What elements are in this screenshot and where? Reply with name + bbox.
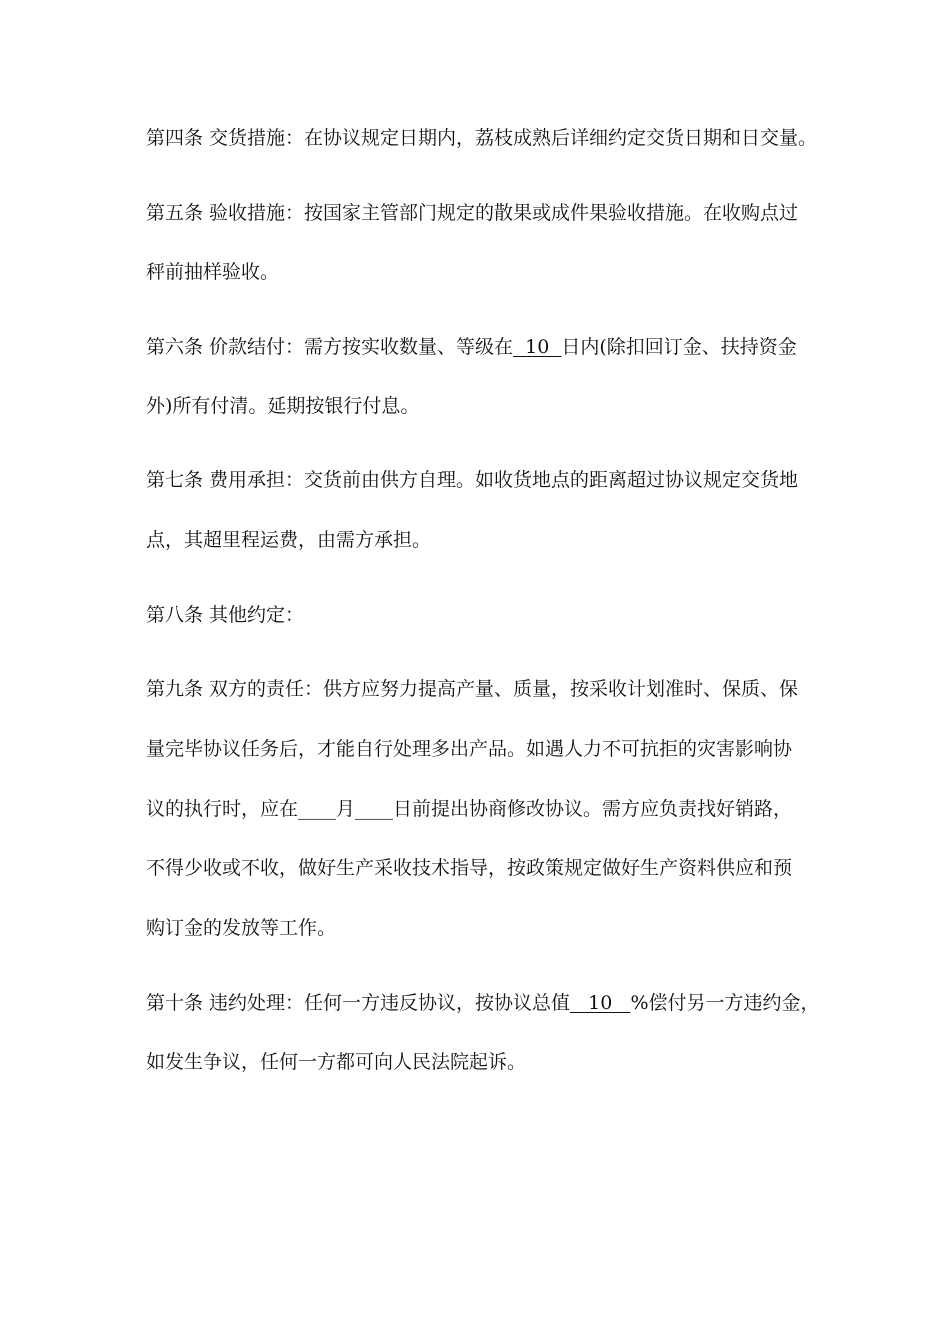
article-9-line-3	[146, 797, 792, 821]
article-10-line-1	[146, 991, 820, 1015]
article-10-line-2: 如发生争议，任何一方都可向人民法院起诉。	[146, 1051, 527, 1073]
article-7-line-2: 点，其超里程运费，由需方承担。	[146, 529, 432, 551]
article-9-day-blank: ____	[355, 798, 394, 820]
article-9-text-b: 月	[336, 798, 356, 820]
article-9-text-a: 议的执行时，应在	[146, 798, 299, 820]
article-10-text-b: %偿付另一方违约金，	[630, 992, 820, 1014]
article-9-line-5: 购订金的发放等工作。	[146, 917, 337, 939]
article-10-text-a: 第十条 违约处理：任何一方违反协议，按协议总值	[146, 992, 571, 1014]
article-9-text-c: 日前提出协商修改协议。需方应负责找好销路，	[393, 798, 793, 820]
article-6-line-1	[146, 335, 797, 359]
article-6-days-blank: 10	[513, 336, 562, 358]
article-6-line-2: 外)所有付清。延期按银行付息。	[146, 395, 420, 417]
article-9-line-2: 量完毕协议任务后，才能自行处理多出产品。如遇人力不可抗拒的灾害影响协	[146, 738, 793, 760]
article-5-line-2: 秤前抽样验收。	[146, 261, 280, 283]
article-6-text-b: 日内(除扣回订金、扶持资金	[561, 336, 797, 358]
article-4-line-1: 第四条 交货措施：在协议规定日期内，荔枝成熟后详细约定交货日期和日交量。	[146, 127, 818, 149]
article-10-percent-blank: 10	[570, 992, 631, 1014]
article-5-line-1: 第五条 验收措施：按国家主管部门规定的散果或成件果验收措施。在收购点过	[146, 202, 799, 224]
article-7-line-1: 第七条 费用承担：交货前由供方自理。如收货地点的距离超过协议规定交货地	[146, 469, 799, 491]
article-9-line-4: 不得少收或不收，做好生产采收技术指导，按政策规定做好生产资料供应和预	[146, 857, 793, 879]
article-9-line-1: 第九条 双方的责任：供方应努力提高产量、质量，按采收计划准时、保质、保	[146, 678, 799, 700]
article-8-line-1: 第八条 其他约定：	[146, 604, 305, 626]
article-9-month-blank: ____	[298, 798, 337, 820]
article-6-text-a: 第六条 价款结付：需方按实收数量、等级在	[146, 336, 514, 358]
